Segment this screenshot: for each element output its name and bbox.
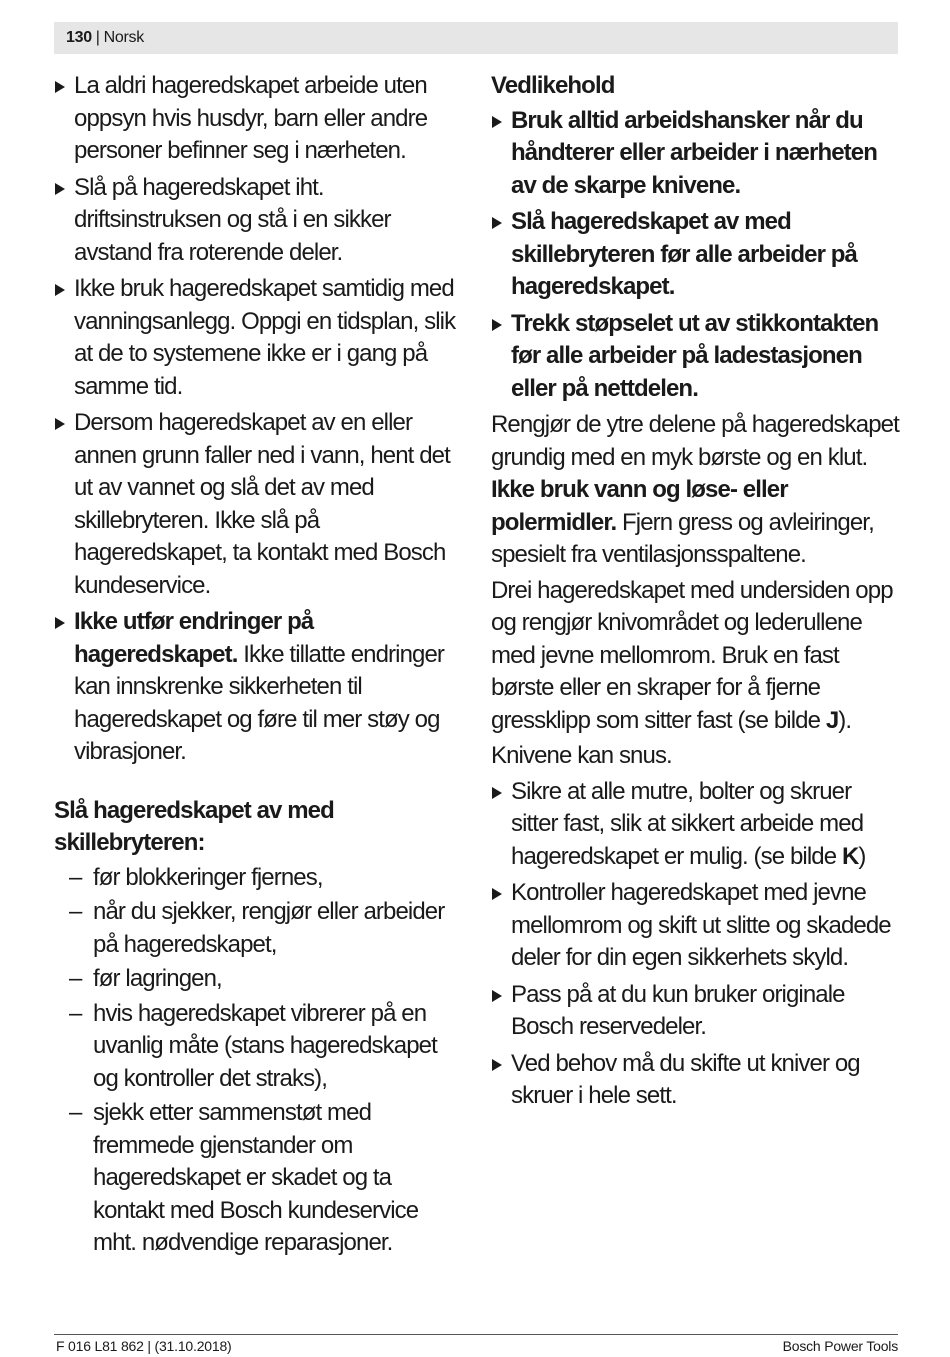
triangle-bullet-icon: [55, 418, 65, 430]
dash-list-item: [54, 862, 464, 895]
dash-bullet-icon: –: [69, 898, 82, 925]
triangle-bullet-icon: [492, 1059, 502, 1071]
safety-bullet: [54, 606, 464, 769]
footer-divider: [54, 1334, 898, 1335]
bullet-text: La aldri hageredskapet arbeide uten oppsyn hvis husdyr, barn eller andre personer befinner seg i nærheten.: [74, 72, 428, 164]
bullet-text: Ikke tillatte endringer kan innskrenke sikkerheten til hageredskapet og føre til mer støy og vibrasjoner.: [74, 640, 445, 765]
maintenance-bullet: [491, 979, 903, 1044]
footer-doc-code: F 016 L81 862 | (31.10.2018): [56, 1338, 232, 1354]
cleaning-paragraph: [491, 409, 903, 572]
triangle-bullet-icon: [492, 990, 502, 1002]
left-column: [54, 70, 464, 1262]
dash-bullet-icon: –: [69, 965, 82, 992]
safety-bullet: [54, 172, 464, 270]
dash-list-item: [54, 896, 464, 961]
bullet-text: Slå hageredskapet av med skillebryteren før alle arbeider på hageredskapet.: [511, 208, 857, 300]
dash-list-item: [54, 998, 464, 1096]
triangle-bullet-icon: [492, 116, 502, 128]
paragraph-bold-text: Ikke bruk vann og løse- eller polermidler.: [491, 476, 788, 536]
safety-bullet: [54, 407, 464, 602]
paragraph-text: Drei hageredskapet med undersiden opp og rengjør knivområdet og lederullene med jevne mellomrom. Bruk en fast børste eller en skraper for å fjerne gressklipp som sitter fast (se bilde: [491, 576, 893, 734]
triangle-bullet-icon: [55, 617, 65, 629]
header-language: Norsk: [103, 29, 144, 46]
dash-item-text: hvis hageredskapet vibrerer på en uvanlig måte (stans hageredskapet og kontroller det straks),: [93, 999, 437, 1092]
bullet-text: Ved behov må du skifte ut kniver og skruer i hele sett.: [511, 1049, 860, 1109]
bullet-text: Trekk støpselet ut av stikkontakten før alle arbeider på ladestasjonen eller på nettdelen.: [511, 309, 879, 402]
page-number: 130: [66, 29, 92, 46]
figure-reference: J: [825, 706, 839, 734]
paragraph-text: Rengjør de ytre delene på hageredskapet grundig med en myk børste og en klut.: [491, 411, 899, 471]
dash-list-item: [54, 963, 464, 996]
paragraph-text: ).: [838, 706, 852, 734]
figure-reference: K: [841, 842, 859, 870]
dash-bullet-icon: –: [69, 863, 82, 891]
header-separator: |: [95, 29, 100, 46]
triangle-bullet-icon: [492, 787, 502, 799]
dash-item-text: når du sjekker, rengjør eller arbeider på hageredskapet,: [93, 898, 445, 958]
triangle-bullet-icon: [55, 284, 65, 296]
bullet-text: Kontroller hageredskapet med jevne mellomrom og skift ut slitte og skadede deler for din egen sikkerhets skyld.: [511, 879, 891, 971]
blade-cleaning-paragraph: [491, 575, 903, 738]
maintenance-heading: Vedlikehold: [491, 72, 615, 99]
bullet-text: Bruk alltid arbeidshansker når du håndterer eller arbeider i nærheten av de skarpe knivene.: [511, 106, 877, 199]
warning-bullet: [491, 206, 903, 304]
triangle-bullet-icon: [492, 319, 502, 331]
right-column: [491, 70, 903, 1117]
triangle-bullet-icon: [55, 81, 65, 93]
knife-reversible-paragraph: Knivene kan snus.: [491, 742, 672, 769]
dash-item-text: sjekk etter sammenstøt med fremmede gjenstander om hageredskapet er skadet og ta kontakt med Bosch kundeservice mht. nødvendige reparasjoner.: [93, 1099, 419, 1256]
safety-bullet: [54, 273, 464, 403]
maintenance-bullet: [491, 1048, 903, 1113]
bullet-text: Pass på at du kun bruker originale Bosch reservedeler.: [511, 980, 845, 1040]
dash-bullet-icon: –: [69, 1099, 82, 1126]
dash-bullet-icon: –: [69, 999, 82, 1027]
safety-bullet: [54, 70, 464, 168]
dash-item-text: før lagringen,: [93, 965, 222, 992]
triangle-bullet-icon: [492, 888, 502, 900]
warning-bullet: [491, 105, 903, 203]
bullet-text: Slå på hageredskapet iht. driftsinstruksen og stå i en sikker avstand fra roterende deler.: [74, 173, 391, 266]
section-heading: Slå hageredskapet av med skillebryteren:: [54, 796, 334, 856]
bullet-text: Sikre at alle mutre, bolter og skruer sitter fast, slik at sikkert arbeide med hageredskapet er mulig. (se bilde: [511, 777, 864, 870]
triangle-bullet-icon: [492, 217, 502, 229]
triangle-bullet-icon: [55, 183, 65, 195]
bullet-text: ): [858, 842, 866, 870]
dash-item-text: før blokkeringer fjernes,: [93, 863, 323, 891]
dash-list-item: [54, 1097, 464, 1260]
warning-bullet: [491, 308, 903, 406]
bullet-text: Dersom hageredskapet av en eller annen grunn faller ned i vann, hent det ut av vannet og slå det av med skillebryteren. Ikke slå på hageredskapet, ta kontakt med Bosch kundeservice.: [74, 409, 450, 599]
maintenance-bullet: [491, 877, 903, 975]
maintenance-bullet: [491, 776, 903, 874]
paragraph-text: Fjern gress og avleiringer, spesielt fra ventilasjonsspaltene.: [491, 508, 874, 568]
bullet-bold-text: Ikke utfør endringer på hageredskapet.: [74, 608, 314, 668]
page-header: [54, 22, 898, 54]
bullet-text: Ikke bruk hageredskapet samtidig med vanningsanlegg. Oppgi en tidsplan, slik at de to systemene ikke er i gang på samme tid.: [74, 275, 456, 400]
footer-brand: Bosch Power Tools: [782, 1338, 898, 1354]
